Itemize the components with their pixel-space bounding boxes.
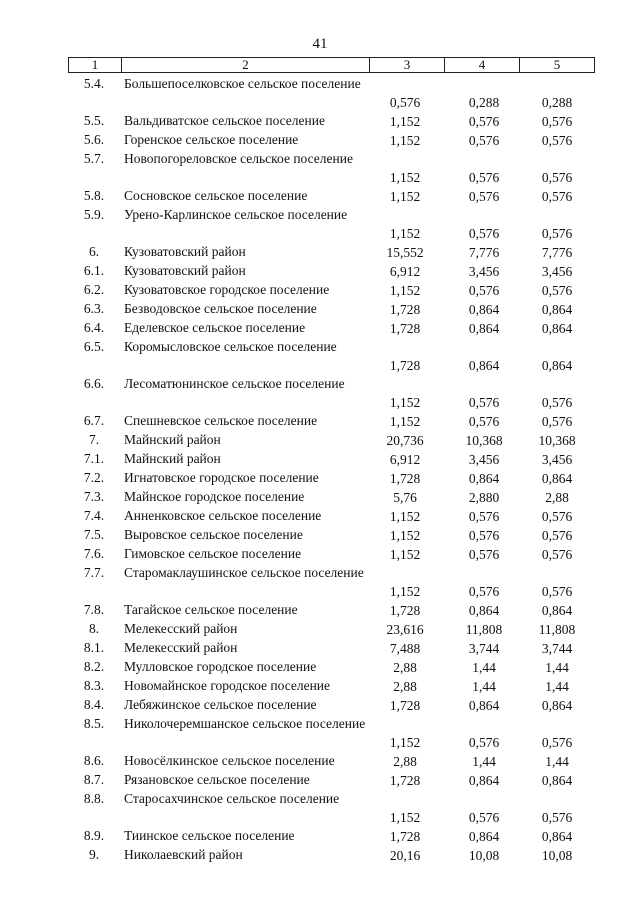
row-value-col4: 3,456 <box>468 264 500 279</box>
row-value-col5: 0,576 <box>541 735 573 750</box>
row-number: 7.2. <box>83 470 105 485</box>
row-value-col5: 0,576 <box>541 189 573 204</box>
table-row <box>0 319 640 338</box>
row-value-col3: 1,152 <box>389 133 421 148</box>
row-number: 7. <box>88 432 100 447</box>
row-number: 5.7. <box>83 151 105 166</box>
row-name: Гимовское сельское поселение <box>124 546 302 561</box>
table-row <box>0 507 640 526</box>
row-value-col4: 0,576 <box>468 395 500 410</box>
row-name: Спешневское сельское поселение <box>124 413 318 428</box>
row-name: Выровское сельское поселение <box>124 527 303 542</box>
row-number: 7.8. <box>83 602 105 617</box>
column-header-4: 4 <box>445 58 520 73</box>
row-value-col5: 7,776 <box>541 245 573 260</box>
row-name: Новомайнское городское поселение <box>124 678 331 693</box>
row-value-col5: 3,744 <box>541 641 573 656</box>
row-value-col3: 1,152 <box>389 395 421 410</box>
row-value-col5: 0,864 <box>541 698 573 713</box>
row-value-col5: 0,864 <box>541 603 573 618</box>
row-number: 8.9. <box>83 828 105 843</box>
table-row <box>0 564 640 601</box>
row-value-col5: 0,576 <box>541 509 573 524</box>
table-row <box>0 112 640 131</box>
table-row <box>0 75 640 112</box>
row-value-col4: 0,864 <box>468 302 500 317</box>
row-value-col5: 0,576 <box>541 414 573 429</box>
row-value-col5: 0,576 <box>541 114 573 129</box>
table-row <box>0 300 640 319</box>
row-name: Майнский район <box>124 451 221 466</box>
row-value-col5: 10,368 <box>538 433 576 448</box>
row-value-col3: 0,576 <box>389 95 421 110</box>
row-value-col4: 0,576 <box>468 226 500 241</box>
table-row <box>0 375 640 412</box>
row-value-col3: 20,16 <box>389 848 421 863</box>
row-value-col5: 0,576 <box>541 528 573 543</box>
table-row <box>0 827 640 846</box>
row-name: Анненковское сельское поселение <box>124 508 322 523</box>
row-value-col4: 0,288 <box>468 95 500 110</box>
row-value-col4: 3,744 <box>468 641 500 656</box>
table-row <box>0 262 640 281</box>
row-name: Мулловское городское поселение <box>124 659 317 674</box>
table-row <box>0 431 640 450</box>
row-value-col3: 1,152 <box>389 509 421 524</box>
row-name: Николочеремшанское сельское поселение <box>124 716 366 731</box>
row-name: Урено-Карлинское сельское поселение <box>124 207 348 222</box>
row-value-col3: 1,152 <box>389 735 421 750</box>
row-value-col4: 0,864 <box>468 829 500 844</box>
row-value-col4: 7,776 <box>468 245 500 260</box>
row-number: 7.7. <box>83 565 105 580</box>
row-value-col4: 0,576 <box>468 283 500 298</box>
row-number: 9. <box>88 847 100 862</box>
row-name: Старосахчинское сельское поселение <box>124 791 340 806</box>
row-number: 7.4. <box>83 508 105 523</box>
column-header-table <box>68 57 595 73</box>
row-value-col3: 1,728 <box>389 471 421 486</box>
row-value-col4: 2,880 <box>468 490 500 505</box>
row-value-col3: 1,152 <box>389 170 421 185</box>
row-number: 8.2. <box>83 659 105 674</box>
row-number: 6.7. <box>83 413 105 428</box>
row-value-col3: 1,152 <box>389 547 421 562</box>
row-value-col5: 3,456 <box>541 452 573 467</box>
table-body <box>0 75 640 865</box>
row-value-col5: 0,576 <box>541 584 573 599</box>
row-value-col4: 0,576 <box>468 584 500 599</box>
row-value-col5: 10,08 <box>541 848 573 863</box>
row-value-col3: 1,728 <box>389 773 421 788</box>
row-value-col4: 10,368 <box>465 433 503 448</box>
column-header-2: 2 <box>122 58 370 73</box>
row-number: 5.9. <box>83 207 105 222</box>
row-number: 6.2. <box>83 282 105 297</box>
row-value-col5: 0,864 <box>541 302 573 317</box>
table-row <box>0 752 640 771</box>
row-value-col3: 1,152 <box>389 226 421 241</box>
row-number: 7.1. <box>83 451 105 466</box>
row-value-col5: 0,864 <box>541 358 573 373</box>
row-value-col3: 1,728 <box>389 321 421 336</box>
table-row <box>0 243 640 262</box>
row-value-col4: 0,576 <box>468 133 500 148</box>
row-number: 6.4. <box>83 320 105 335</box>
row-value-col4: 1,44 <box>472 660 496 675</box>
table-row <box>0 696 640 715</box>
row-name: Мелекесский район <box>124 640 238 655</box>
row-value-col4: 0,576 <box>468 414 500 429</box>
table-row <box>0 469 640 488</box>
row-name: Кузоватовское городское поселение <box>124 282 330 297</box>
table-row <box>0 131 640 150</box>
row-value-col4: 0,576 <box>468 189 500 204</box>
row-value-col4: 0,864 <box>468 603 500 618</box>
row-value-col5: 1,44 <box>545 754 569 769</box>
row-number: 8.4. <box>83 697 105 712</box>
row-number: 6. <box>88 244 100 259</box>
row-value-col5: 3,456 <box>541 264 573 279</box>
table-row <box>0 545 640 564</box>
row-value-col5: 0,288 <box>541 95 573 110</box>
row-value-col4: 0,576 <box>468 528 500 543</box>
row-value-col3: 6,912 <box>389 264 421 279</box>
table-row <box>0 338 640 375</box>
row-value-col4: 1,44 <box>472 754 496 769</box>
row-number: 8.8. <box>83 791 105 806</box>
row-value-col3: 1,152 <box>389 114 421 129</box>
row-number: 5.4. <box>83 76 105 91</box>
table-row <box>0 150 640 187</box>
row-name: Игнатовское городское поселение <box>124 470 319 485</box>
row-name: Майнское городское поселение <box>124 489 305 504</box>
row-value-col4: 0,864 <box>468 321 500 336</box>
table-row <box>0 412 640 431</box>
row-value-col5: 11,808 <box>538 622 576 637</box>
row-name: Кузоватовский район <box>124 263 246 278</box>
row-number: 7.6. <box>83 546 105 561</box>
table-row <box>0 771 640 790</box>
table-row <box>0 450 640 469</box>
row-value-col3: 2,88 <box>393 660 417 675</box>
row-value-col3: 20,736 <box>386 433 424 448</box>
row-value-col4: 11,808 <box>465 622 503 637</box>
row-name: Николаевский район <box>124 847 243 862</box>
row-value-col3: 1,728 <box>389 603 421 618</box>
row-name: Коромысловское сельское поселение <box>124 339 337 354</box>
row-name: Старомаклаушинское сельское поселение <box>124 565 364 580</box>
row-value-col5: 0,864 <box>541 829 573 844</box>
row-value-col3: 2,88 <box>393 679 417 694</box>
row-value-col3: 1,728 <box>389 698 421 713</box>
row-number: 8.3. <box>83 678 105 693</box>
row-name: Рязановское сельское поселение <box>124 772 310 787</box>
table-row <box>0 677 640 696</box>
row-name: Тагайское сельское поселение <box>124 602 298 617</box>
row-number: 6.3. <box>83 301 105 316</box>
row-value-col3: 23,616 <box>386 622 424 637</box>
row-value-col3: 5,76 <box>393 490 417 505</box>
table-row <box>0 206 640 243</box>
row-value-col3: 15,552 <box>386 245 424 260</box>
row-number: 5.8. <box>83 188 105 203</box>
row-value-col5: 0,576 <box>541 395 573 410</box>
table-row <box>0 658 640 677</box>
row-name: Новопогореловское сельское поселение <box>124 151 353 166</box>
row-name: Новосёлкинское сельское поселение <box>124 753 335 768</box>
row-value-col4: 0,576 <box>468 170 500 185</box>
row-value-col4: 0,576 <box>468 735 500 750</box>
row-name: Вальдиватское сельское поселение <box>124 113 325 128</box>
page-number: 41 <box>312 36 328 52</box>
table-row <box>0 715 640 752</box>
row-number: 8.5. <box>83 716 105 731</box>
row-number: 8.7. <box>83 772 105 787</box>
table-row <box>0 488 640 507</box>
row-value-col5: 1,44 <box>545 660 569 675</box>
row-value-col3: 6,912 <box>389 452 421 467</box>
row-number: 6.5. <box>83 339 105 354</box>
row-value-col3: 7,488 <box>389 641 421 656</box>
row-number: 5.6. <box>83 132 105 147</box>
row-name: Кузоватовский район <box>124 244 246 259</box>
row-value-col4: 0,864 <box>468 698 500 713</box>
row-name: Мелекесский район <box>124 621 238 636</box>
row-number: 6.6. <box>83 376 105 391</box>
column-header-5: 5 <box>520 58 595 73</box>
row-value-col5: 0,576 <box>541 547 573 562</box>
row-value-col3: 2,88 <box>393 754 417 769</box>
row-value-col4: 0,576 <box>468 547 500 562</box>
row-name: Тиинское сельское поселение <box>124 828 295 843</box>
table-row <box>0 639 640 658</box>
column-header-1: 1 <box>69 58 122 73</box>
table-row <box>0 846 640 865</box>
row-value-col3: 1,152 <box>389 283 421 298</box>
row-value-col3: 1,152 <box>389 414 421 429</box>
row-value-col5: 2,88 <box>545 490 569 505</box>
row-value-col5: 0,864 <box>541 321 573 336</box>
row-number: 8.1. <box>83 640 105 655</box>
row-value-col5: 0,864 <box>541 773 573 788</box>
row-number: 8.6. <box>83 753 105 768</box>
row-number: 6.1. <box>83 263 105 278</box>
row-value-col3: 1,152 <box>389 584 421 599</box>
row-number: 7.3. <box>83 489 105 504</box>
table-row <box>0 620 640 639</box>
column-header-3: 3 <box>370 58 445 73</box>
row-value-col5: 0,864 <box>541 471 573 486</box>
row-name: Большепоселковское сельское поселение <box>124 76 361 91</box>
row-number: 5.5. <box>83 113 105 128</box>
row-name: Горенское сельское поселение <box>124 132 299 147</box>
row-number: 8. <box>88 621 100 636</box>
row-value-col5: 0,576 <box>541 170 573 185</box>
row-value-col3: 1,152 <box>389 189 421 204</box>
row-value-col3: 1,728 <box>389 358 421 373</box>
row-name: Майнский район <box>124 432 221 447</box>
row-value-col5: 1,44 <box>545 679 569 694</box>
table-row <box>0 790 640 827</box>
row-value-col3: 1,728 <box>389 302 421 317</box>
row-value-col5: 0,576 <box>541 283 573 298</box>
table-row <box>0 187 640 206</box>
row-name: Лесоматюнинское сельское поселение <box>124 376 345 391</box>
column-header-row <box>69 58 595 73</box>
row-value-col4: 0,576 <box>468 810 500 825</box>
table-row <box>0 281 640 300</box>
row-value-col3: 1,728 <box>389 829 421 844</box>
row-name: Еделевское сельское поселение <box>124 320 306 335</box>
row-value-col4: 0,576 <box>468 509 500 524</box>
row-value-col4: 0,864 <box>468 471 500 486</box>
row-value-col4: 0,576 <box>468 114 500 129</box>
row-value-col4: 10,08 <box>468 848 500 863</box>
row-name: Сосновское сельское поселение <box>124 188 308 203</box>
row-value-col5: 0,576 <box>541 226 573 241</box>
row-value-col3: 1,152 <box>389 810 421 825</box>
row-value-col4: 1,44 <box>472 679 496 694</box>
row-value-col4: 0,864 <box>468 773 500 788</box>
row-value-col5: 0,576 <box>541 133 573 148</box>
table-row <box>0 526 640 545</box>
row-number: 7.5. <box>83 527 105 542</box>
row-value-col4: 3,456 <box>468 452 500 467</box>
row-value-col3: 1,152 <box>389 528 421 543</box>
row-name: Лебяжинское сельское поселение <box>124 697 317 712</box>
row-name: Безводовское сельское поселение <box>124 301 317 316</box>
row-value-col5: 0,576 <box>541 810 573 825</box>
row-value-col4: 0,864 <box>468 358 500 373</box>
table-row <box>0 601 640 620</box>
